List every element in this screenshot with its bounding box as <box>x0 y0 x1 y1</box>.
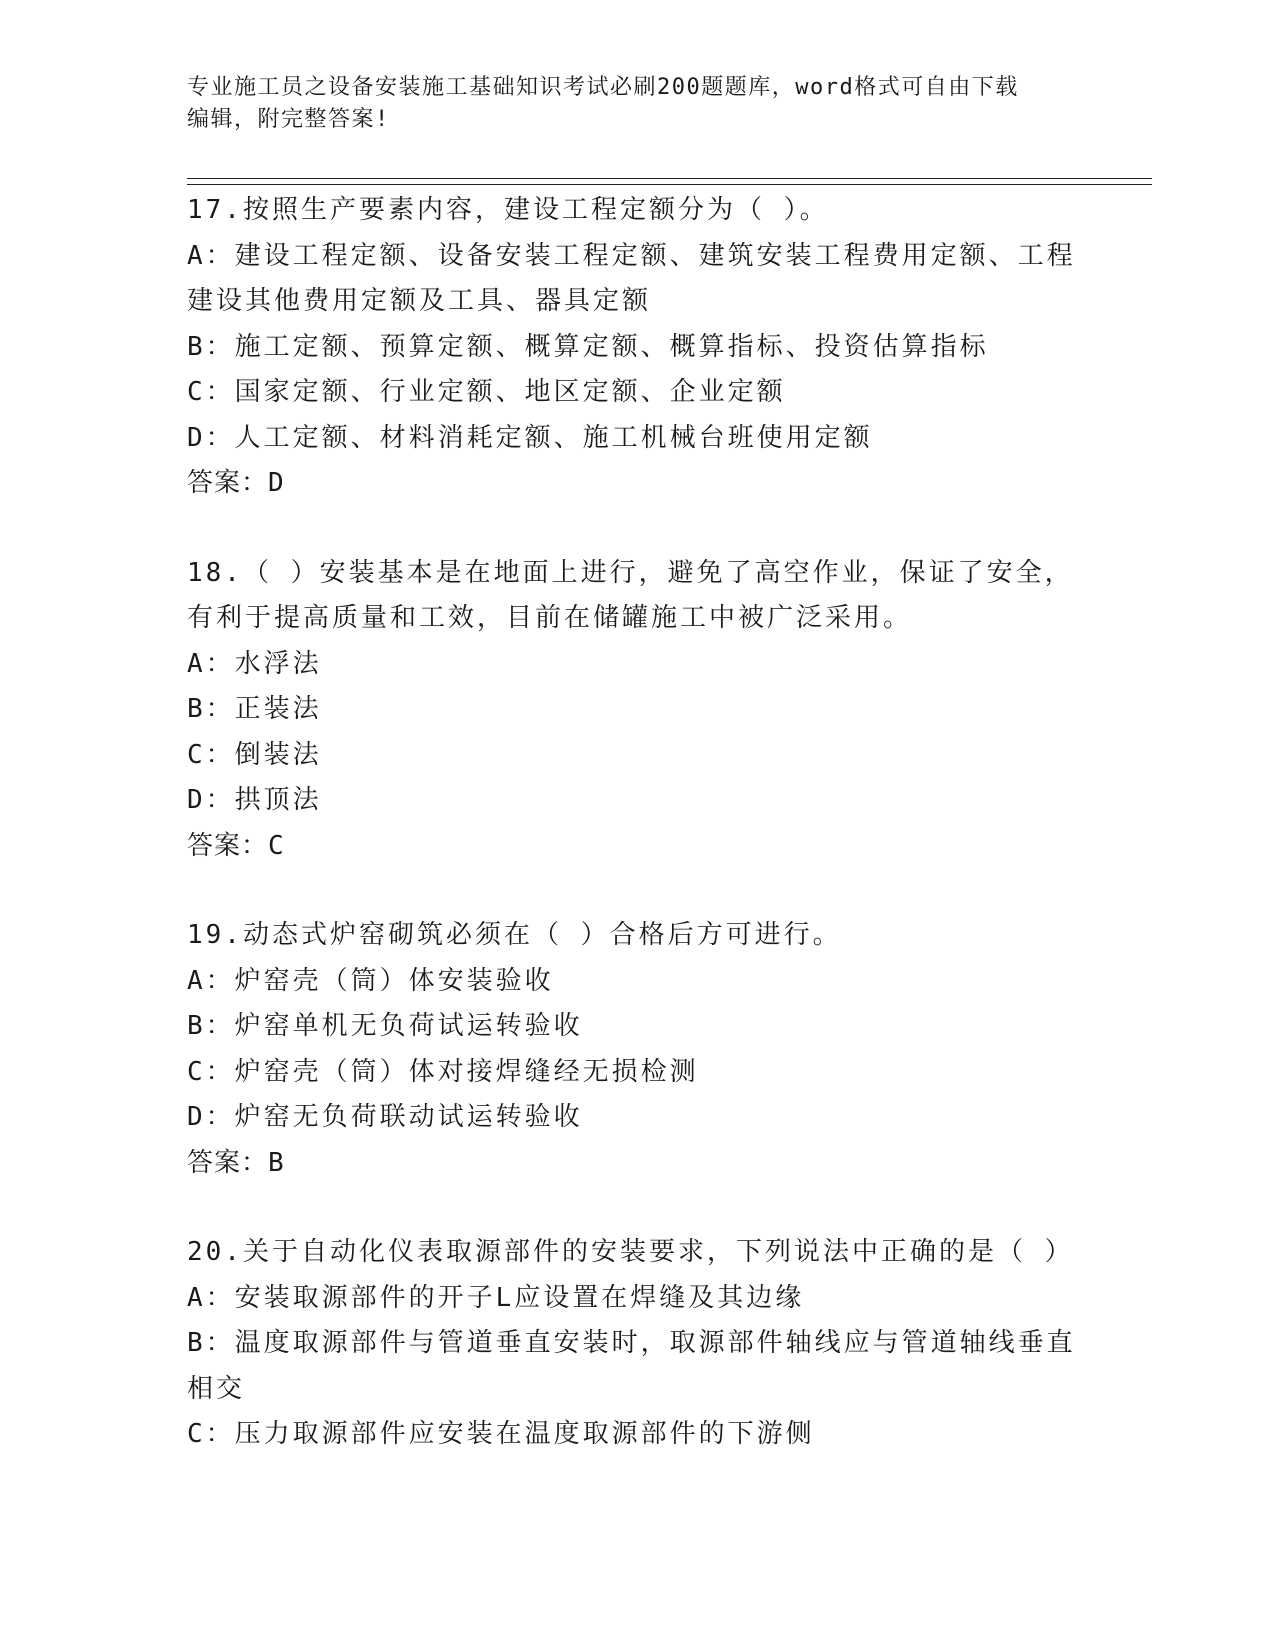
option-c: C：倒装法 <box>187 739 322 770</box>
question-17 <box>187 188 1087 507</box>
question-list <box>187 188 1087 1502</box>
question-stem: 17.按照生产要素内容，建设工程定额分为（ ）。 <box>187 195 829 225</box>
option-a: A：安装取源部件的开子L应设置在焊缝及其边缘 <box>187 1282 805 1313</box>
option-d: D：拱顶法 <box>187 785 322 815</box>
header-divider-bottom <box>187 184 1152 185</box>
option-b: B：炉窑单机无负荷试运转验收 <box>187 1011 583 1041</box>
question-stem: 20.关于自动化仪表取源部件的安装要求，下列说法中正确的是（ ） <box>187 1237 1074 1267</box>
option-c: C：国家定额、行业定额、地区定额、企业定额 <box>187 377 786 407</box>
question-stem: 18.（ ）安装基本是在地面上进行，避免了高空作业，保证了安全，有利于提高质量和工效，目前在储罐施工中被广泛采用。 <box>187 557 1074 633</box>
answer-text: 答案：C <box>187 830 285 861</box>
option-a: A：水浮法 <box>187 648 322 679</box>
header-line-2: 编辑，附完整答案! <box>187 107 390 132</box>
answer-text: 答案：D <box>187 468 285 498</box>
option-b: B：温度取源部件与管道垂直安装时，取源部件轴线应与管道轴线垂直相交 <box>187 1328 1076 1404</box>
option-b: B：施工定额、预算定额、概算定额、概算指标、投资估算指标 <box>187 331 989 362</box>
answer-text: 答案：B <box>187 1147 285 1178</box>
option-a: A：建设工程定额、设备安装工程定额、建筑安装工程费用定额、工程建设其他费用定额及工具、器具定额 <box>187 240 1076 316</box>
option-c: C：炉窑壳（筒）体对接焊缝经无损检测 <box>187 1056 699 1087</box>
option-d: D：人工定额、材料消耗定额、施工机械台班使用定额 <box>187 422 873 453</box>
option-a: A：炉窑壳（筒）体安装验收 <box>187 965 554 996</box>
document-header <box>187 72 1067 136</box>
question-20 <box>187 1230 1087 1458</box>
header-divider-top <box>187 178 1152 179</box>
question-19 <box>187 913 1087 1186</box>
option-d: D：炉窑无负荷联动试运转验收 <box>187 1102 583 1132</box>
option-b: B：正装法 <box>187 694 322 724</box>
option-c: C：压力取源部件应安装在温度取源部件的下游侧 <box>187 1419 815 1449</box>
question-stem: 19.动态式炉窑砌筑必须在（ ）合格后方可进行。 <box>187 920 842 950</box>
header-line-1: 专业施工员之设备安装施工基础知识考试必刷200题题库，word格式可自由下载 <box>187 75 1019 100</box>
question-18 <box>187 551 1087 870</box>
